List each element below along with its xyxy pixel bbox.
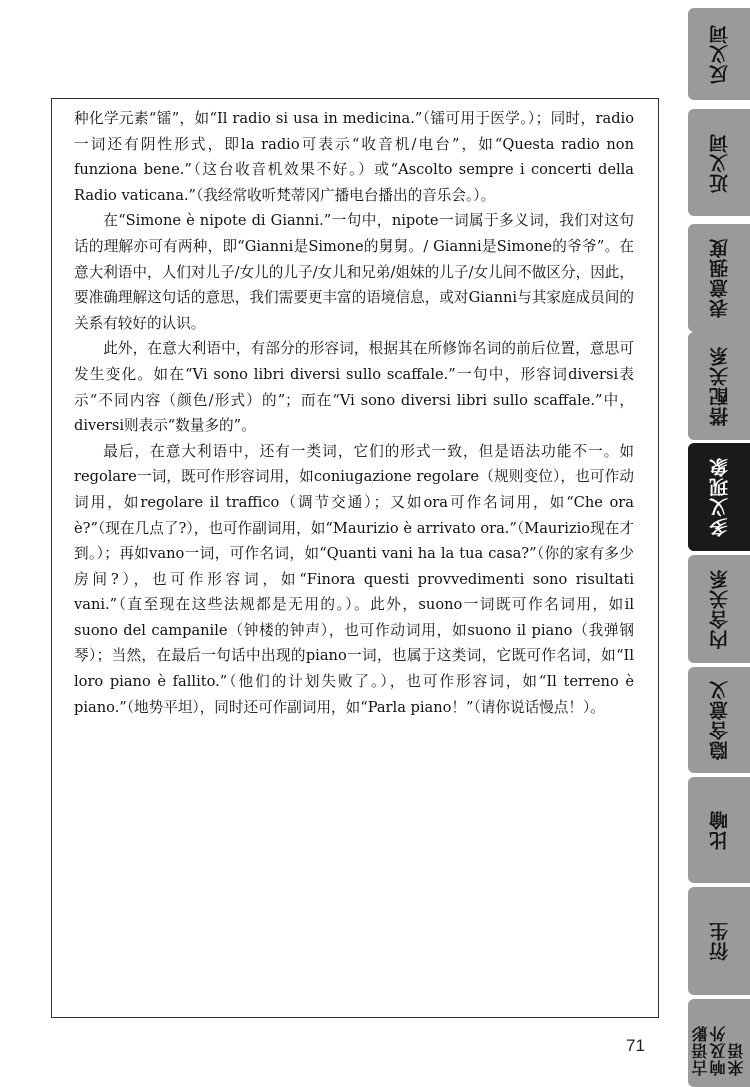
tab-connotation[interactable] (688, 667, 750, 773)
tab-hyponymy[interactable] (688, 555, 750, 663)
tab-label: 隐含意义 (708, 680, 731, 760)
tab-polysemy[interactable] (688, 443, 750, 551)
tab-label: 内含关系 (708, 569, 731, 649)
tab-metaphor[interactable] (688, 777, 750, 883)
section-tabs (688, 0, 750, 1087)
tab-derivation[interactable] (688, 887, 750, 995)
tab-label: 多义现象 (708, 457, 731, 537)
tab-label: 搭配关系 (708, 346, 731, 426)
page-body (74, 106, 634, 720)
tab-collocation[interactable] (688, 332, 750, 440)
tab-synonyms[interactable] (688, 109, 750, 216)
page-number: 71 (626, 1036, 645, 1055)
paragraph-4: 最后，在意大利语中，还有一类词，它们的形式一致，但是语法功能不一。如regolare一词，既可作形容词用，如coniugazione regolare（规则变位），也可作动词用，如regolare il traffico（调节交通）；又如ora可作名词用，如“Che ora è?”（现在几点了?），也可作副词用，如“Maurizio è arrivato ora.”（Maurizio现在才到。）；再如vano一词，可作名词，如“Quanti vani ha la tua casa?”（你的家有多少房间?），也可作形容词，如“Finora questi provvedimenti sono risultati vani.”（直至现在这些法规都是无用的。）。此外，suono一词既可作名词用，如il suono del campanile（钟楼的钟声），也可作动词用，如suono il piano（我弹钢琴）；当然，在最后一句话中出现的piano一词，也属于这类词，它既可作名词，如“Il loro piano è fallito.”（他们的计划失败了。），也可作形容词，如“Il terreno è piano.”（地势平坦），同时还可作副词用，如“Parla piano！”（请你说话慢点！）。 (74, 442, 634, 716)
paragraph-3: 此外，在意大利语中，有部分的形容词，根据其在所修饰名词的前后位置，意思可发生变化。如在“Vi sono libri diversi sullo scaffale.”一句中，形容词diversi表示“不同内容（颜色/形式）的”；而在“Vi sono diversi libri sullo scaffale.”中，diversi则表示“数量多的”。 (74, 340, 634, 435)
paragraph-2: 在“Simone è nipote di Gianni.”一句中，nipote一词属于多义词，我们对这句话的理解亦可有两种，即“Gianni是Simone的舅舅。/ Gianni是Simone的爷爷”。在意大利语中，人们对儿子/女儿的儿子/女儿和兄弟/姐妹的儿子/女儿间不做区分，因此，要准确理解这句话的意思，我们需要更丰富的语境信息，或对Gianni与其家庭成员间的关系有较好的认识。 (74, 212, 634, 332)
paragraph-1: 种化学元素“镭”，如“Il radio si usa in medicina.”（镭可用于医学。）；同时，radio一词还有阴性形式，即la radio可表示“收音机/电台”，如“Questa radio non funziona bene.”（这台收音机效果不好。）或“Ascolto sempre i concerti della Radio vaticana.”（我经常收听梵蒂冈广播电台播出的音乐会。）。 (74, 110, 634, 204)
tab-intensity[interactable] (688, 224, 750, 332)
tab-label: 表意强度 (708, 238, 731, 318)
tab-label: 古语影响及外来语 (691, 1025, 746, 1076)
tab-label: 衍生 (708, 921, 731, 961)
tab-label: 比喻 (708, 810, 731, 850)
tab-antonyms[interactable] (688, 8, 750, 100)
tab-label: 近义词 (708, 132, 731, 193)
tab-label: 反义词 (708, 24, 731, 84)
tab-archaism-loanwords[interactable] (688, 999, 750, 1087)
